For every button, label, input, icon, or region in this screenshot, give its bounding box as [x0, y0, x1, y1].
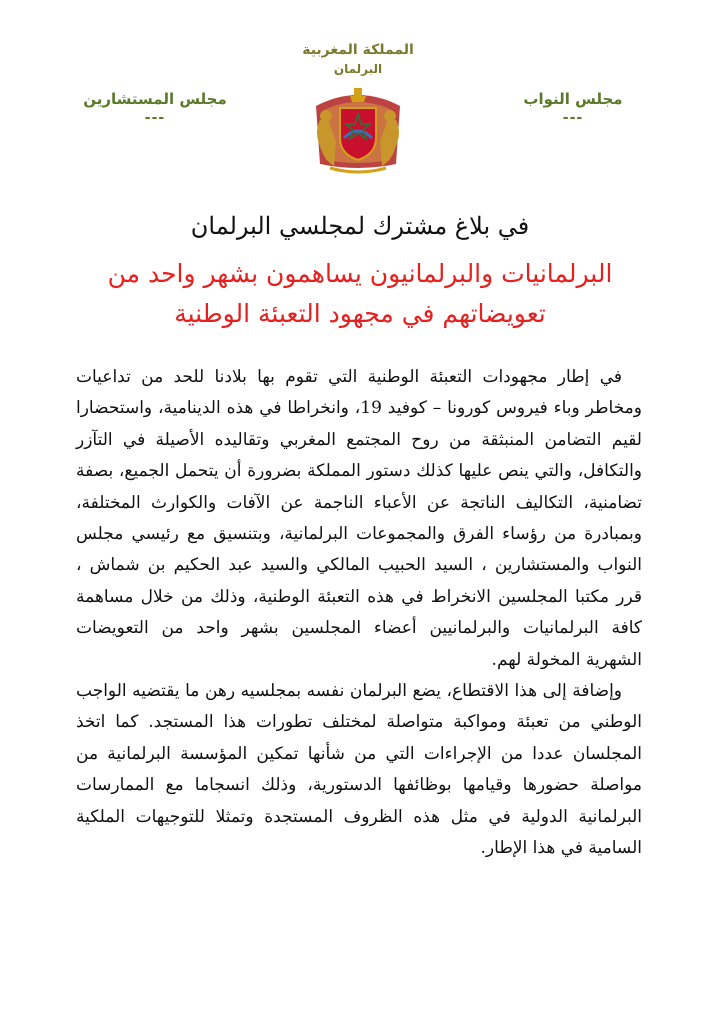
release-body: [76, 362, 642, 865]
separator: ---: [562, 110, 584, 126]
house-representatives-name: مجلس النواب: [523, 90, 623, 108]
headline-line-2: تعويضاتهم في مجهود التعبئة الوطنية: [174, 299, 546, 328]
body-paragraph-1: في إطار مجهودات التعبئة الوطنية التي تقوم بها بلادنا للحد من تداعيات ومخاطر وباء فيروس كورونا – كوفيد 19، وانخراطا في هذه الدينامية، واستحضارا لقيم التضامن المنبثقة من روح المجتمع المغربي وتقاليده الأصيلة في التآزر والتكافل، والتي ينص عليها كذلك دستور المملكة بضرورة أن يتحمل الجميع، بصفة تضامنية، التكاليف الناتجة عن الأعباء الناجمة عن الآفات والكوارث المختلفة، وبمبادرة من رؤساء الفرق والمجموعات البرلمانية، وبتنسيق مع رئيسي مجلس النواب والمستشارين ، السيد الحبيب المالكي والسيد عبد الحكيم بن شماش ، قرر مكتبا المجلسين الانخراط في هذه التعبئة الوطنية، وذلك من خلال مساهمة كافة البرلمانيات والبرلمانيين أعضاء المجلسين بشهر واحد من التعويضات الشهرية المخولة لهم.: [76, 367, 642, 670]
moroccan-coat-of-arms-icon: [306, 86, 410, 176]
kingdom-name: المملكة المغربية: [302, 42, 414, 58]
house-councillors-name: مجلس المستشارين: [83, 90, 227, 108]
release-headline: [60, 254, 660, 334]
house-councillors-block: [80, 88, 230, 126]
parliament-name: البرلمان: [333, 62, 383, 76]
body-paragraph-2: وإضافة إلى هذا الاقتطاع، يضع البرلمان نفسه بمجلسيه رهن ما يقتضيه الواجب الوطني من تعبئة ومواكبة متواصلة لمختلف تطورات هذا المستجد. كما اتخذ المجلسان عددا من الإجراءات التي من شأنها تمكين المؤسسة البرلمانية من مواصلة حضورها وقيامها بوظائفها الدستورية، وذلك انسجاما مع الممارسات البرلمانية الدولية في مثل هذه الظروف المستجدة وتمثلا للتوجيهات الملكية السامية في هذا الإطار.: [76, 681, 642, 859]
house-representatives-block: [498, 88, 648, 126]
separator: ---: [144, 110, 166, 126]
headline-line-1: البرلمانيات والبرلمانيون يساهمون بشهر واحد من: [107, 259, 613, 288]
letterhead-center: [258, 40, 458, 78]
release-heading: في بلاغ مشترك لمجلسي البرلمان: [190, 212, 530, 240]
